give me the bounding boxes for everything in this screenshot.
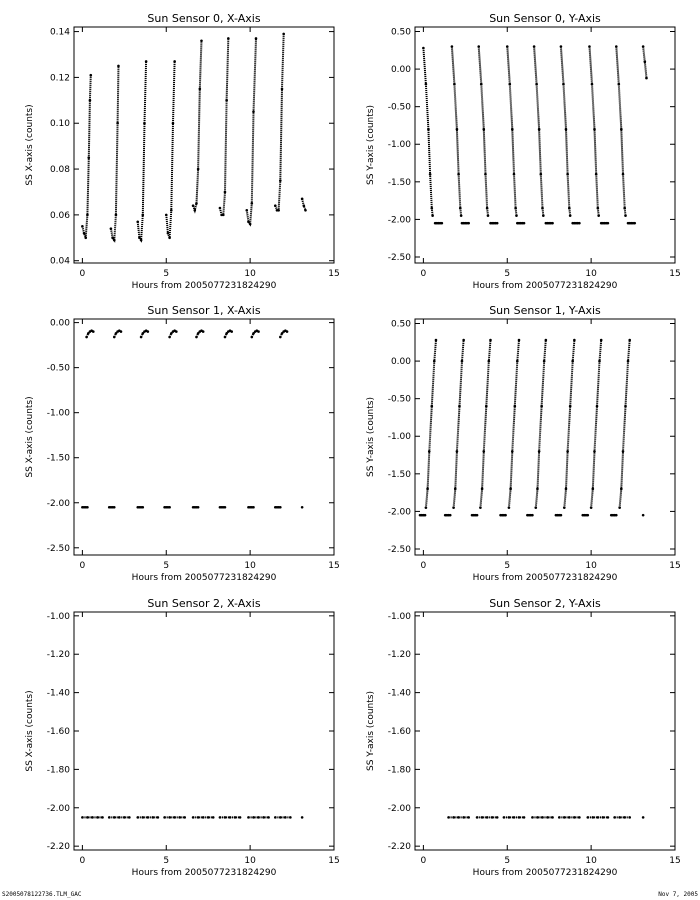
data-trace (454, 340, 464, 508)
data-trace (193, 41, 201, 211)
y-tick-label: -1.60 (46, 727, 70, 737)
data-point (523, 816, 526, 819)
x-tick-label: 15 (328, 856, 340, 866)
y-tick-label: 0.00 (390, 357, 411, 368)
data-trace (507, 47, 516, 216)
data-point (633, 222, 636, 225)
data-trace (452, 47, 461, 216)
y-tick-label: -2.20 (46, 842, 70, 853)
plot-frame (74, 27, 334, 263)
plot-frame (415, 612, 675, 850)
data-point (301, 816, 304, 819)
y-tick-label: -2.00 (46, 803, 70, 814)
data-point (101, 816, 104, 819)
y-tick-label: -1.00 (387, 140, 411, 151)
data-trace (591, 340, 601, 508)
data-trace (111, 66, 119, 240)
data-trace (561, 47, 570, 216)
plot-frame (415, 27, 675, 263)
chart-panel-1 (366, 12, 681, 291)
x-tick-label: 10 (585, 269, 597, 279)
y-axis-label: SS X-axis (counts) (25, 396, 35, 478)
y-tick-label: 0.00 (390, 65, 411, 76)
y-tick-label: -2.50 (46, 543, 70, 554)
x-tick-label: 10 (244, 269, 256, 279)
y-tick-label: 0.10 (49, 119, 70, 130)
x-tick-label: 15 (328, 561, 340, 571)
y-tick-label: -0.50 (387, 102, 411, 113)
y-tick-label: -1.00 (387, 611, 411, 622)
x-tick-label: 5 (504, 856, 511, 866)
y-tick-label: -1.40 (387, 688, 411, 699)
x-tick-label: 0 (420, 856, 427, 866)
y-tick-label: -1.50 (46, 453, 70, 464)
y-tick-label: 0.00 (49, 318, 70, 329)
x-tick-label: 15 (669, 269, 681, 279)
x-axis-label: Hours from 20050772318242​90 (472, 281, 618, 291)
data-point (301, 506, 304, 509)
x-axis-label: Hours from 20050772318242​90 (472, 573, 618, 583)
y-tick-label: -1.20 (46, 650, 70, 661)
x-tick-label: 5 (163, 856, 170, 866)
y-tick-label: 0.06 (49, 210, 70, 221)
y-tick-label: -0.50 (387, 394, 411, 405)
x-tick-label: 0 (79, 561, 86, 571)
plot-frame (74, 612, 334, 850)
x-tick-label: 0 (79, 856, 86, 866)
plot-frame (74, 319, 334, 555)
chart-title: Sun Sensor 1, X-Axis (147, 304, 261, 317)
plot-frame (415, 319, 675, 555)
x-tick-label: 5 (163, 269, 170, 279)
chart-title: Sun Sensor 0, Y-Axis (489, 12, 601, 25)
y-tick-label: -2.50 (387, 544, 411, 555)
x-axis-label: Hours from 20050772318242​90 (131, 573, 277, 583)
y-tick-label: -1.00 (387, 432, 411, 443)
y-tick-label: -2.00 (46, 498, 70, 509)
chart-title: Sun Sensor 2, X-Axis (147, 597, 261, 610)
chart-title: Sun Sensor 0, X-Axis (147, 12, 261, 25)
y-tick-label: -1.50 (387, 177, 411, 188)
data-trace (480, 340, 490, 508)
y-axis-label: SS X-axis (counts) (25, 104, 35, 186)
data-point (642, 816, 645, 819)
footer-date-label: Nov 7, 2005 (658, 891, 698, 898)
data-trace (138, 61, 146, 240)
x-tick-label: 10 (244, 856, 256, 866)
y-tick-label: -1.40 (46, 688, 70, 699)
data-trace (564, 340, 574, 508)
x-tick-label: 0 (420, 561, 427, 571)
y-tick-label: -1.60 (387, 727, 411, 737)
x-tick-label: 5 (504, 561, 511, 571)
x-tick-label: 0 (420, 269, 427, 279)
x-tick-label: 10 (244, 561, 256, 571)
data-point (551, 816, 554, 819)
x-tick-label: 5 (504, 269, 511, 279)
data-point (117, 65, 120, 68)
data-trace (220, 39, 228, 215)
chart-title: Sun Sensor 2, Y-Axis (489, 597, 601, 610)
data-point (523, 222, 526, 225)
x-tick-label: 15 (669, 561, 681, 571)
x-tick-label: 15 (328, 269, 340, 279)
data-trace (166, 61, 174, 237)
chart-panel-2 (25, 304, 340, 583)
data-trace (82, 75, 90, 238)
y-tick-label: 0.04 (49, 256, 70, 267)
x-axis-label: Hours from 20050772318242​90 (131, 281, 277, 291)
y-axis-label: SS X-axis (counts) (25, 690, 35, 772)
chart-panel-3 (366, 304, 681, 583)
data-trace (536, 340, 546, 508)
y-tick-label: -1.80 (387, 765, 411, 776)
chart-panel-0 (25, 12, 340, 291)
y-axis-label: SS Y-axis (counts) (366, 105, 376, 185)
data-point (212, 816, 215, 819)
chart-title: Sun Sensor 1, Y-Axis (489, 304, 601, 317)
data-point (607, 222, 610, 225)
data-point (441, 222, 444, 225)
y-axis-label: SS Y-axis (counts) (366, 691, 376, 771)
data-point (642, 514, 645, 517)
y-tick-label: -1.50 (387, 469, 411, 480)
y-tick-label: -0.50 (46, 363, 70, 374)
x-tick-label: 15 (669, 856, 681, 866)
x-axis-label: Hours from 20050772318242​90 (131, 868, 277, 878)
x-axis-label: Hours from 20050772318242​90 (472, 868, 618, 878)
y-tick-label: 0.08 (49, 165, 70, 176)
footer-file-label: S2005078122736.TLM_GAC (2, 891, 82, 898)
data-trace (426, 340, 436, 508)
y-tick-label: -2.00 (387, 803, 411, 814)
data-trace (275, 34, 283, 210)
y-tick-label: -2.00 (387, 507, 411, 518)
data-point (551, 222, 554, 225)
data-trace (534, 47, 543, 216)
y-axis-label: SS Y-axis (counts) (366, 397, 376, 477)
x-tick-label: 10 (585, 561, 597, 571)
data-trace (590, 47, 599, 216)
data-trace (616, 47, 625, 216)
y-tick-label: 0.12 (49, 73, 70, 84)
y-tick-label: -2.50 (387, 252, 411, 263)
chart-panel-4 (25, 597, 340, 878)
x-tick-label: 10 (585, 856, 597, 866)
y-tick-label: -1.00 (46, 611, 70, 622)
y-tick-label: -1.20 (387, 650, 411, 661)
y-tick-label: -2.20 (387, 842, 411, 853)
data-trace (423, 48, 432, 216)
y-tick-label: -1.00 (46, 408, 70, 419)
x-tick-label: 5 (163, 561, 170, 571)
y-tick-label: -2.00 (387, 215, 411, 226)
chart-panel-5 (366, 597, 681, 878)
y-tick-label: 0.14 (49, 27, 70, 38)
data-trace (479, 47, 488, 216)
x-tick-label: 0 (79, 269, 86, 279)
y-tick-label: 0.50 (390, 319, 411, 330)
data-trace (509, 340, 519, 508)
y-tick-label: -1.80 (46, 765, 70, 776)
data-trace (247, 39, 256, 225)
data-trace (620, 340, 630, 508)
y-tick-label: 0.50 (390, 27, 411, 38)
